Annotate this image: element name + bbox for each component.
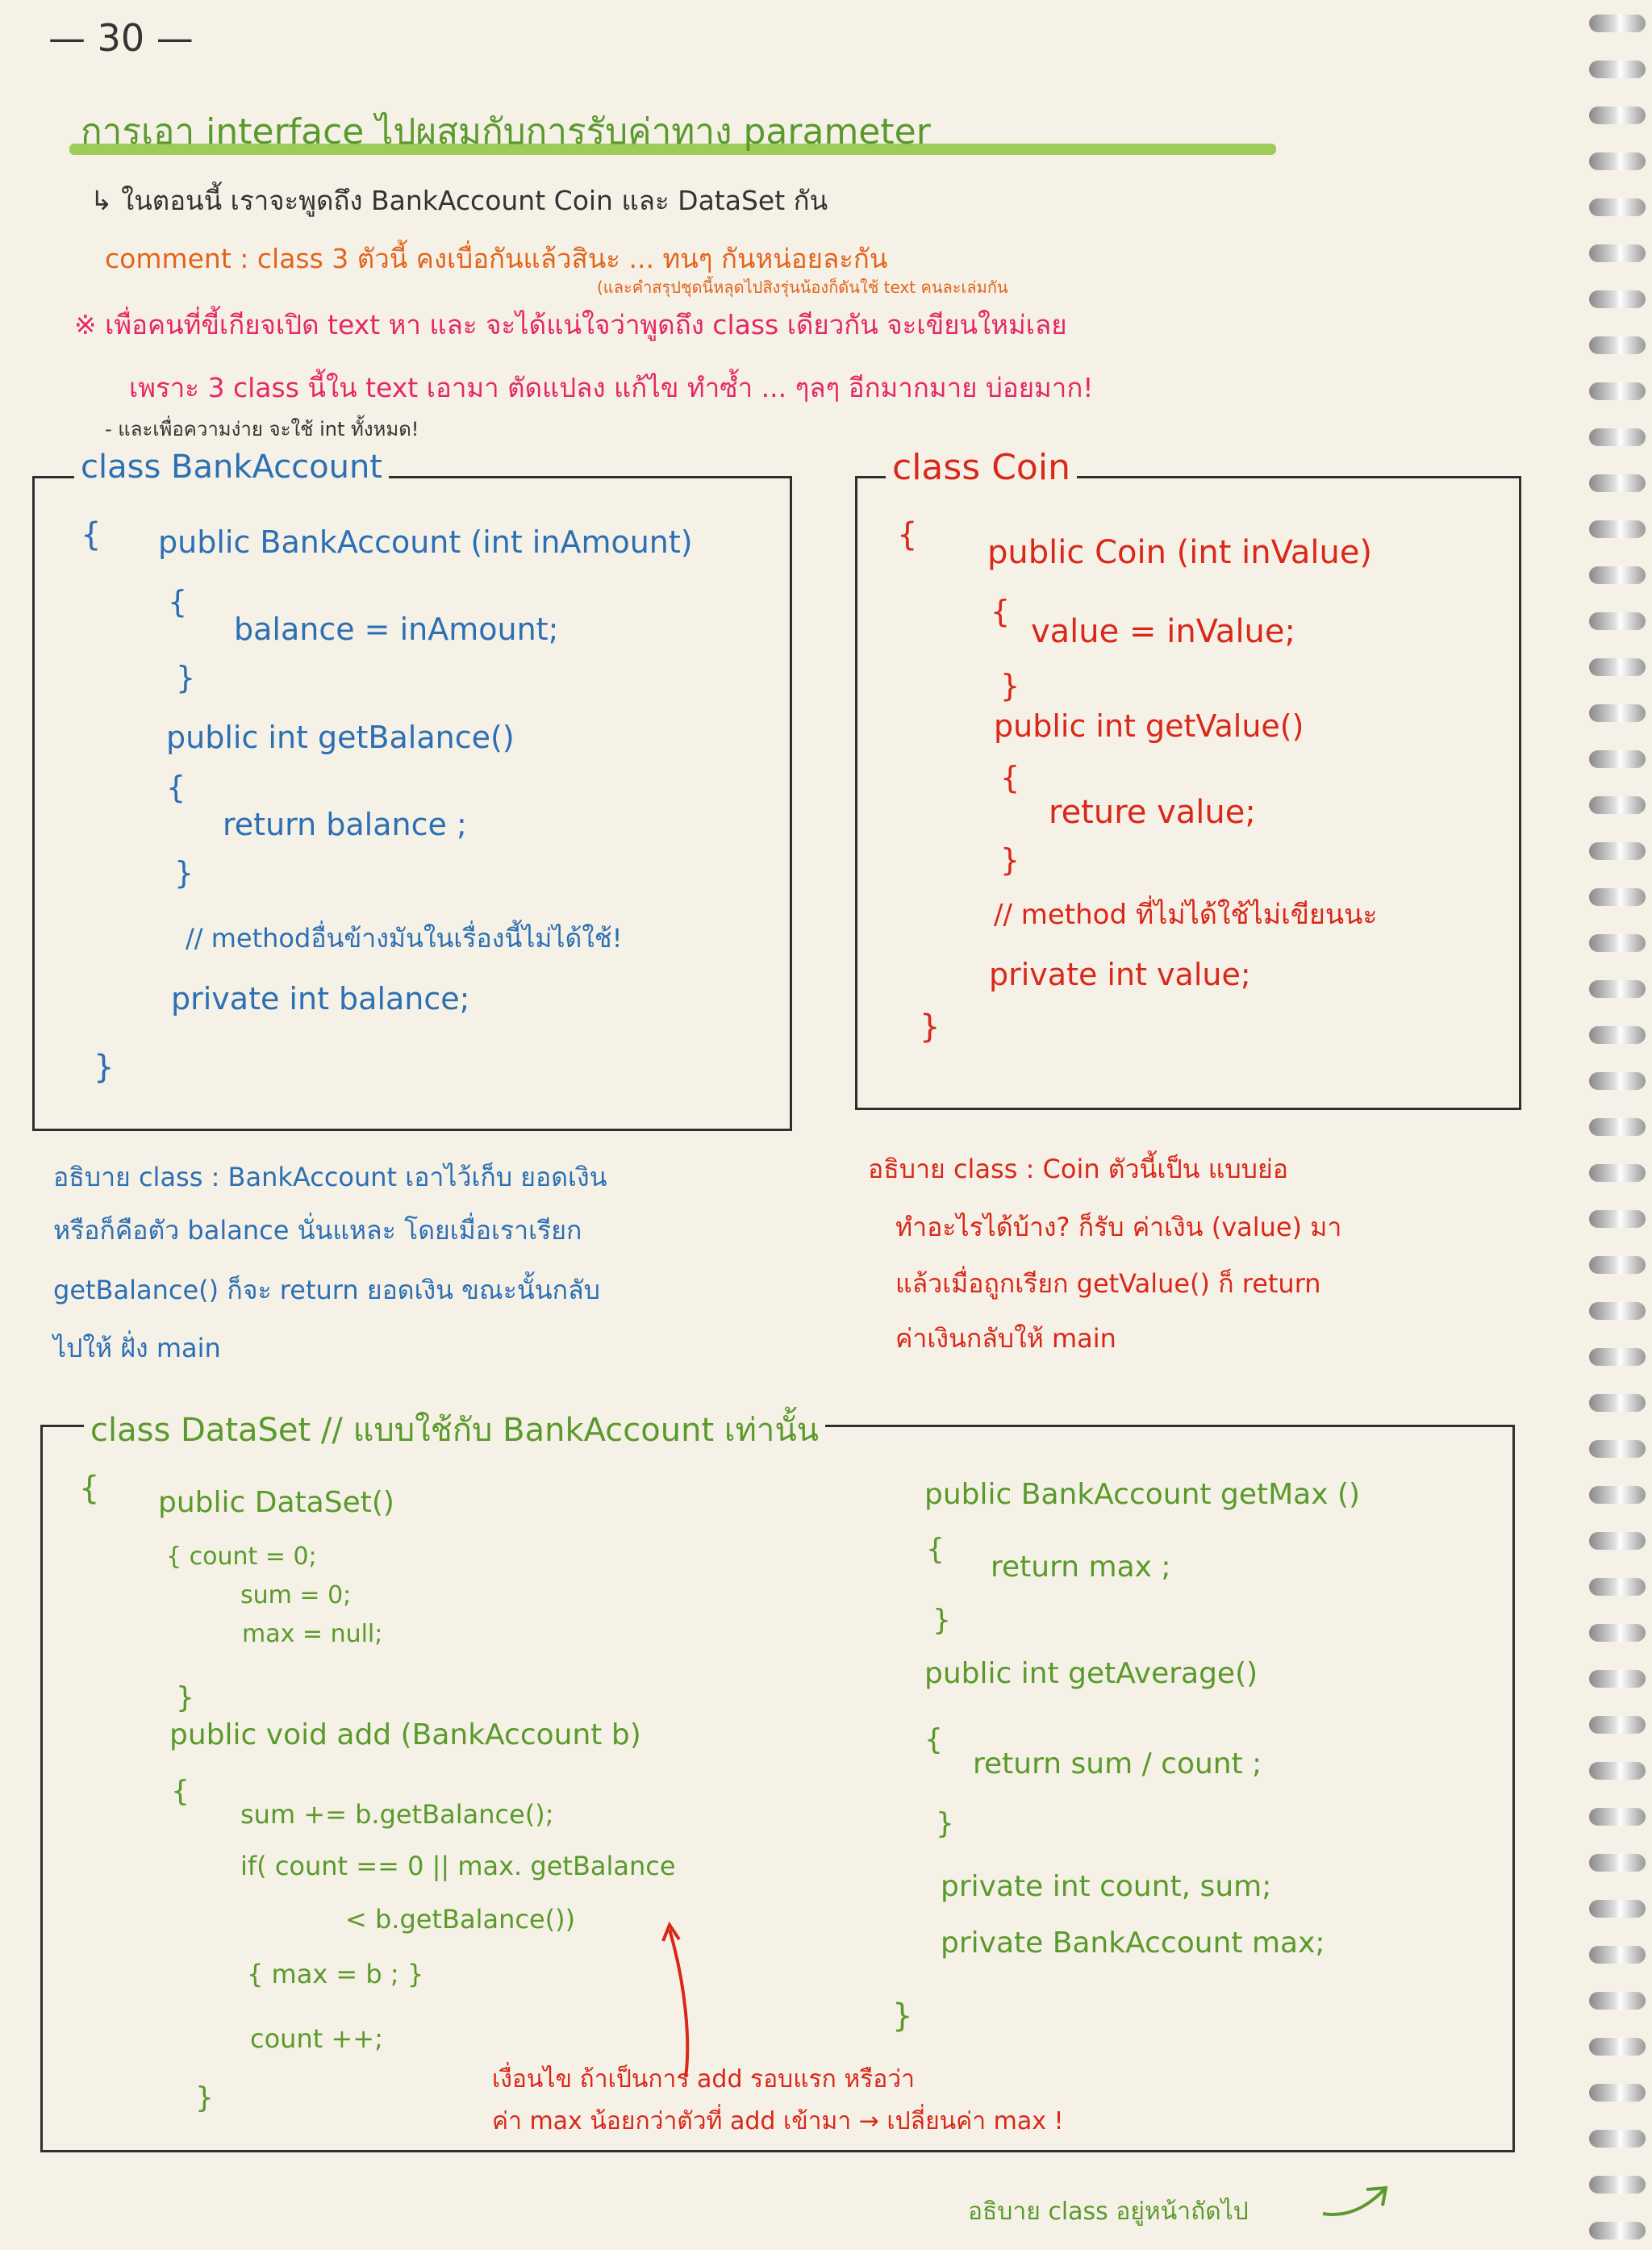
- code-line: if( count == 0 || max. getBalance: [240, 1851, 676, 1881]
- binding-ring: [1589, 1256, 1646, 1274]
- code-line: return sum / count ;: [973, 1747, 1262, 1780]
- code-line: max = null;: [242, 1620, 383, 1648]
- code-line: }: [920, 1008, 941, 1046]
- binding-ring: [1589, 336, 1646, 354]
- binding-ring: [1589, 796, 1646, 814]
- binding-ring: [1589, 198, 1646, 216]
- binding-ring: [1589, 980, 1646, 998]
- code-line: }: [176, 1681, 194, 1714]
- code-line: public int getAverage(): [924, 1657, 1258, 1690]
- code-line: {: [171, 1775, 190, 1808]
- code-line: }: [936, 1807, 954, 1840]
- binding-ring: [1589, 1210, 1646, 1228]
- code-line: public int getBalance(): [166, 720, 515, 755]
- binding-ring: [1589, 750, 1646, 768]
- next-page-arrow-icon: [1320, 2181, 1392, 2222]
- code-line: public void add (BankAccount b): [169, 1718, 641, 1751]
- binding-ring: [1589, 1394, 1646, 1412]
- code-line: { count = 0;: [166, 1542, 317, 1571]
- binding-ring: [1589, 704, 1646, 722]
- page-title: การเอา interface ไปผสมกับการรับค่าทาง parameter: [81, 111, 931, 152]
- code-line: {: [1000, 760, 1020, 795]
- code-line: value = inValue;: [1031, 613, 1295, 650]
- binding-ring: [1589, 1900, 1646, 1918]
- code-line: private int count, sum;: [941, 1870, 1272, 1903]
- coin-explain: แล้วเมื่อถูกเรียก getValue() ก็ return: [895, 1268, 1321, 1299]
- code-line: {: [991, 594, 1011, 629]
- code-line: public Coin (int inValue): [987, 534, 1373, 571]
- bankaccount-explain: อธิบาย class : BankAccount เอาไว้เก็บ ยอดเงิน: [53, 1162, 607, 1192]
- coin-class-label: class Coin: [886, 447, 1077, 488]
- bankaccount-class-label: class BankAccount: [74, 449, 389, 486]
- intro-int-note: - และเพื่อความง่าย จะใช้ int ทั้งหมด!: [105, 418, 419, 440]
- bankaccount-explain: ไปให้ ฝั่ง main: [53, 1333, 221, 1363]
- code-line: private int balance;: [171, 981, 470, 1016]
- code-line: }: [94, 1049, 115, 1086]
- binding-ring: [1589, 106, 1646, 124]
- binding-ring: [1589, 566, 1646, 584]
- condition-note: ค่า max น้อยกว่าตัวที่ add เข้ามา → เปลี่ยนค่า max !: [492, 2107, 1064, 2135]
- binding-ring: [1589, 1808, 1646, 1826]
- page-number: — 30 —: [48, 16, 194, 60]
- binding-ring: [1589, 2222, 1646, 2240]
- binding-ring: [1589, 1762, 1646, 1780]
- code-line: return balance ;: [223, 807, 467, 842]
- binding-ring: [1589, 1118, 1646, 1136]
- code-line: balance = inAmount;: [234, 612, 559, 647]
- binding-ring: [1589, 1302, 1646, 1320]
- code-line: {: [926, 1533, 945, 1566]
- code-line: {: [924, 1723, 943, 1756]
- code-line: { max = b ; }: [247, 1959, 424, 1989]
- binding-ring: [1589, 428, 1646, 446]
- spiral-binding: [1587, 0, 1652, 2250]
- binding-ring: [1589, 1164, 1646, 1182]
- binding-ring: [1589, 290, 1646, 308]
- binding-ring: [1589, 888, 1646, 906]
- code-line: private int value;: [989, 957, 1251, 992]
- binding-ring: [1589, 1716, 1646, 1734]
- code-line: {: [79, 1470, 100, 1507]
- code-line: {: [81, 516, 102, 553]
- code-line: {: [166, 770, 186, 805]
- condition-note: เงื่อนไข ถ้าเป็นการ add รอบแรก หรือว่า: [492, 2065, 915, 2093]
- code-line: {: [897, 516, 918, 553]
- binding-ring: [1589, 1072, 1646, 1090]
- intro-star-note-2: เพราะ 3 class นี้ใน text เอามา ตัดแปลง แก้ไข ทำซ้ำ ... ๆลๆ อีกมากมาย บ่อยมาก!: [129, 372, 1094, 403]
- code-line: count ++;: [250, 2023, 383, 2054]
- binding-ring: [1589, 1624, 1646, 1642]
- code-line: {: [168, 584, 188, 620]
- binding-ring: [1589, 474, 1646, 492]
- code-line: private BankAccount max;: [941, 1926, 1325, 1960]
- binding-ring: [1589, 61, 1646, 78]
- binding-ring: [1589, 2130, 1646, 2148]
- binding-ring: [1589, 1532, 1646, 1550]
- bankaccount-explain: หรือก็คือตัว balance นั่นแหละ โดยเมื่อเราเรียก: [53, 1215, 582, 1246]
- binding-ring: [1589, 2038, 1646, 2056]
- binding-ring: [1589, 658, 1646, 676]
- binding-ring: [1589, 1348, 1646, 1366]
- intro-small-note: (และคำสรุปชุดนี้หลุดไปสิงรุ่นน้องก็ดันใช้ text คนละเล่มกัน: [597, 278, 1008, 297]
- binding-ring: [1589, 842, 1646, 860]
- binding-ring: [1589, 1946, 1646, 1964]
- code-line: reture value;: [1049, 794, 1256, 831]
- binding-ring: [1589, 382, 1646, 400]
- code-line: }: [1000, 842, 1020, 878]
- code-line: sum += b.getBalance();: [240, 1799, 554, 1830]
- binding-ring: [1589, 934, 1646, 952]
- binding-ring: [1589, 520, 1646, 538]
- code-line: }: [932, 1604, 951, 1637]
- coin-explain: อธิบาย class : Coin ตัวนี้เป็น แบบย่อ: [868, 1154, 1288, 1184]
- binding-ring: [1589, 2176, 1646, 2194]
- code-line: public BankAccount (int inAmount): [158, 524, 693, 560]
- code-line: public BankAccount getMax (): [924, 1478, 1361, 1511]
- coin-explain: ทำอะไรได้บ้าง? ก็รับ ค่าเงิน (value) มา: [895, 1212, 1342, 1242]
- intro-comment: comment : class 3 ตัวนี้ คงเบื่อกันแล้วสินะ ... ทนๆ กันหน่อยละกัน: [105, 243, 888, 274]
- binding-ring: [1589, 1578, 1646, 1596]
- binding-ring: [1589, 15, 1646, 32]
- code-line: return max ;: [991, 1551, 1171, 1584]
- dataset-class-label: class DataSet // แบบใช้กับ BankAccount เท่านั้น: [84, 1404, 825, 1455]
- footer-note: อธิบาย class อยู่หน้าถัดไป: [968, 2198, 1249, 2226]
- code-comment: // method ที่ไม่ได้ใช้ไม่เขียนนะ: [994, 899, 1378, 931]
- code-line: }: [176, 660, 196, 695]
- code-line: }: [892, 1997, 913, 2035]
- bankaccount-explain: getBalance() ก็จะ return ยอดเงิน ขณะนั้นกลับ: [53, 1275, 600, 1305]
- code-line: < b.getBalance()): [345, 1904, 576, 1935]
- coin-explain: ค่าเงินกลับให้ main: [895, 1323, 1116, 1354]
- code-line: }: [174, 855, 194, 891]
- binding-ring: [1589, 2084, 1646, 2102]
- code-line: }: [1000, 668, 1020, 703]
- binding-ring: [1589, 612, 1646, 630]
- binding-ring: [1589, 1670, 1646, 1688]
- binding-ring: [1589, 1486, 1646, 1504]
- intro-star-note: ※ เพื่อคนที่ขี้เกียจเปิด text หา และ จะได้แน่ใจว่าพูดถึง class เดียวกัน จะเขียนใหม่เลย: [74, 309, 1067, 340]
- bankaccount-box: [32, 476, 792, 1131]
- annotation-arrow-icon: [661, 1920, 710, 2081]
- binding-ring: [1589, 152, 1646, 170]
- code-line: }: [195, 2081, 214, 2114]
- binding-ring: [1589, 244, 1646, 262]
- code-line: sum = 0;: [240, 1581, 352, 1609]
- binding-ring: [1589, 1026, 1646, 1044]
- code-line: public DataSet(): [158, 1486, 394, 1519]
- binding-ring: [1589, 1440, 1646, 1458]
- intro-line: ↳ ในตอนนี้ เราจะพูดถึง BankAccount Coin และ DataSet กัน: [90, 185, 828, 216]
- code-comment: // methodอื่นข้างมันในเรื่องนี้ไม่ได้ใช้!: [186, 923, 623, 954]
- binding-ring: [1589, 1992, 1646, 2010]
- code-line: public int getValue(): [994, 708, 1304, 744]
- binding-ring: [1589, 1854, 1646, 1872]
